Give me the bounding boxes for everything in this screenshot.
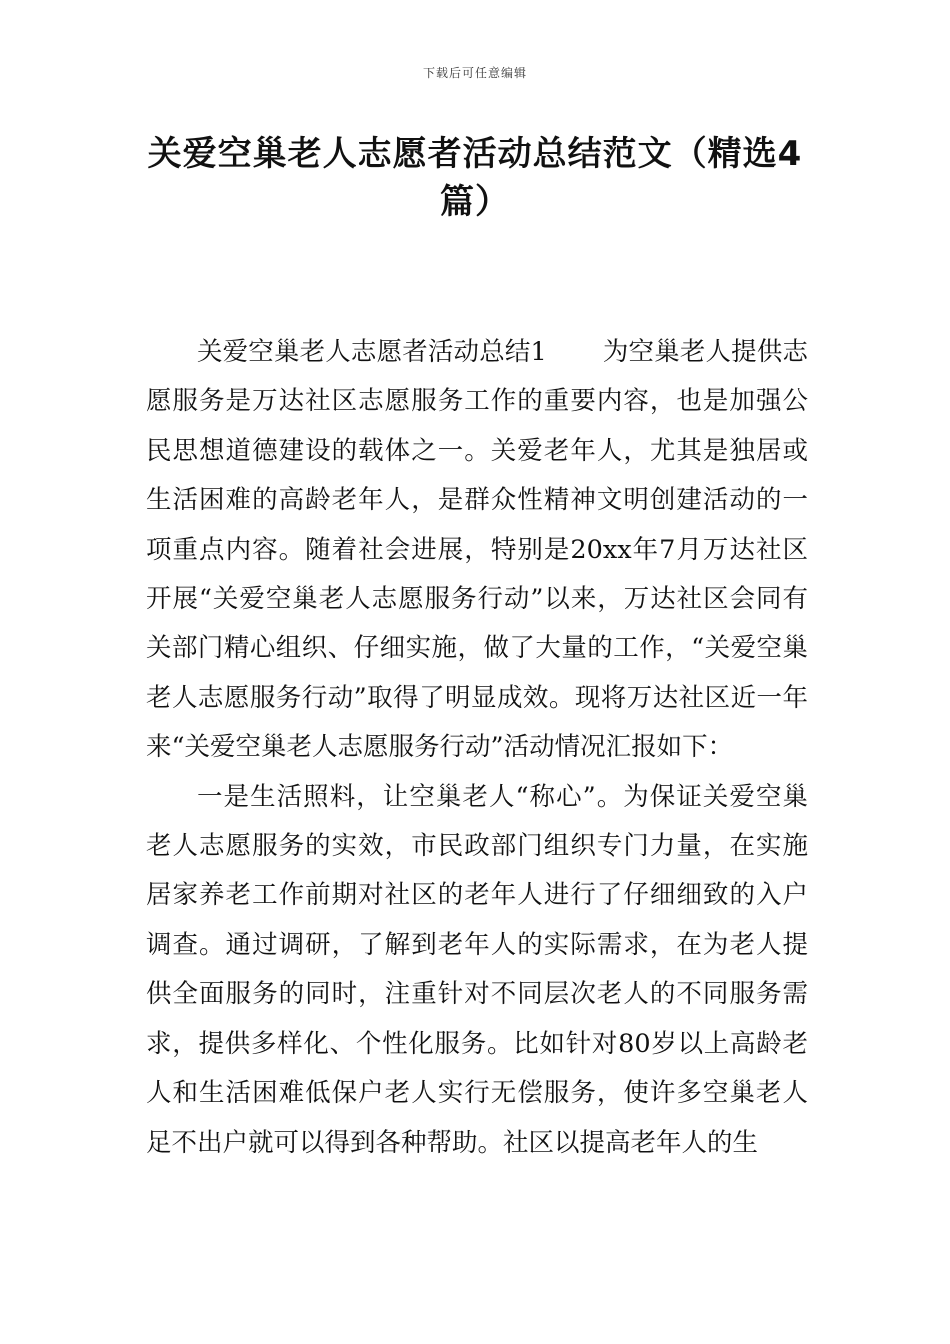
section-heading: 关爱空巢老人志愿者活动总结1	[197, 337, 547, 367]
paragraph-text: 为空巢老人提供志愿服务是万达社区志愿服务工作的重要内容，也是加强公民思想道德建设的载体之一。关爱老年人，尤其是独居或生活困难的高龄老年人，是群众性精神文明创建活动的一项重点内容。随着社会进展，特别是20xx年7月万达社区开展“关爱空巢老人志愿服务行动”以来，万达社区会同有关部门精心组织、仔细实施，做了大量的工作，“关爱空巢老人志愿服务行动”取得了明显成效。现将万达社区近一年来“关爱空巢老人志愿服务行动”活动情况汇报如下：	[146, 337, 808, 763]
paragraph	[146, 773, 808, 1168]
document-title: 关爱空巢老人志愿者活动总结范文（精选4篇）	[147, 134, 803, 222]
paragraph-text: 一是生活照料，让空巢老人“称心”。为保证关爱空巢老人志愿服务的实效，市民政部门组织专门力量，在实施居家养老工作前期对社区的老年人进行了仔细细致的入户调查。通过调研，了解到老年人的实际需求，在为老人提供全面服务的同时，注重针对不同层次老人的不同服务需求，提供多样化、个性化服务。比如针对80岁以上高龄老人和生活困难低保户老人实行无偿服务，使许多空巢老人足不出户就可以得到各种帮助。社区以提高老年人的生	[146, 781, 808, 1158]
document-body	[146, 328, 808, 1168]
header-note: 下载后可任意编辑	[422, 66, 527, 80]
paragraph	[146, 328, 808, 773]
